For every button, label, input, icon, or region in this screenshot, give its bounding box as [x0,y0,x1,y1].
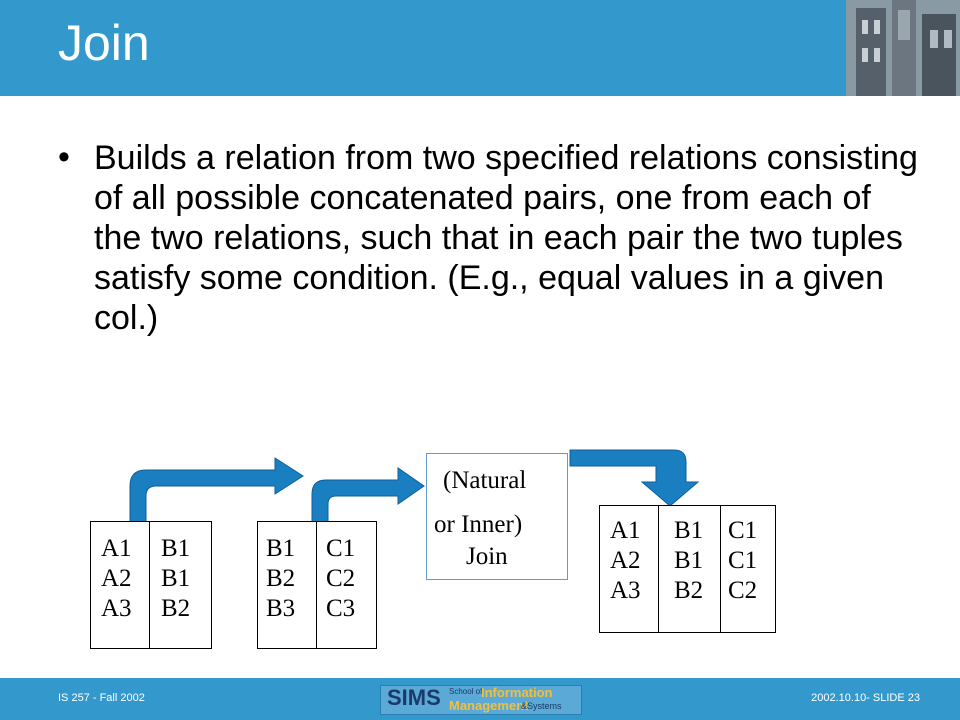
cell: C1 [326,535,356,562]
footer-bar [0,678,960,720]
sims-logo [380,685,582,715]
result-col-3 [728,516,757,632]
result-col-1 [610,516,641,632]
cell: A2 [610,547,641,574]
result-relation-table [599,505,776,633]
bullet-dot: • [58,138,70,176]
cell: A3 [610,577,641,604]
relation-1-col-2 [161,534,190,648]
arrow-1 [130,458,303,523]
logo-sims-text: SIMS [387,685,441,710]
cell: C2 [326,565,356,592]
logo-management: Management [449,698,529,713]
cell: B1 [161,565,191,592]
cell: B1 [266,535,296,562]
relation-1-col-1 [101,534,132,648]
cell: A1 [610,517,641,544]
relation-2-col-1 [266,534,295,648]
join-label-line-1: (Natural [443,467,527,494]
cell: B1 [674,547,704,574]
cell: C2 [728,577,758,604]
result-col-2 [674,516,703,632]
cell: B3 [266,595,296,622]
cell: B2 [266,565,296,592]
cell: B1 [674,517,704,544]
logo-school-of: School of [449,687,483,696]
logo-systems: &Systems [521,701,562,711]
join-label-line-3: Join [466,543,508,570]
cell: A1 [101,535,132,562]
cell: B2 [161,595,191,622]
arrow-2 [312,468,424,523]
course-label: IS 257 - Fall 2002 [58,692,145,704]
cell: B2 [674,577,704,604]
slide-number: 2002.10.10- SLIDE 23 [811,692,920,704]
cell: C1 [728,517,758,544]
relation-2-table [257,521,377,649]
logo-information: Information [481,685,553,700]
join-label-line-2: or Inner) [434,511,523,538]
cell: B1 [161,535,191,562]
slide-title: Join [58,15,150,71]
cell: C3 [326,595,356,622]
bullet-text: Builds a relation from two specified relations consisting of all possible concatenated pairs, one from each of the two relations, such that in each pair the two tuples satisfy some condition. (E.g., equal values in a given col.) [94,139,918,337]
cell: A3 [101,595,132,622]
cell: A2 [101,565,132,592]
relation-2-col-2 [326,534,355,648]
cell: C1 [728,547,758,574]
arrow-3 [570,450,698,506]
relation-1-table [90,521,212,649]
